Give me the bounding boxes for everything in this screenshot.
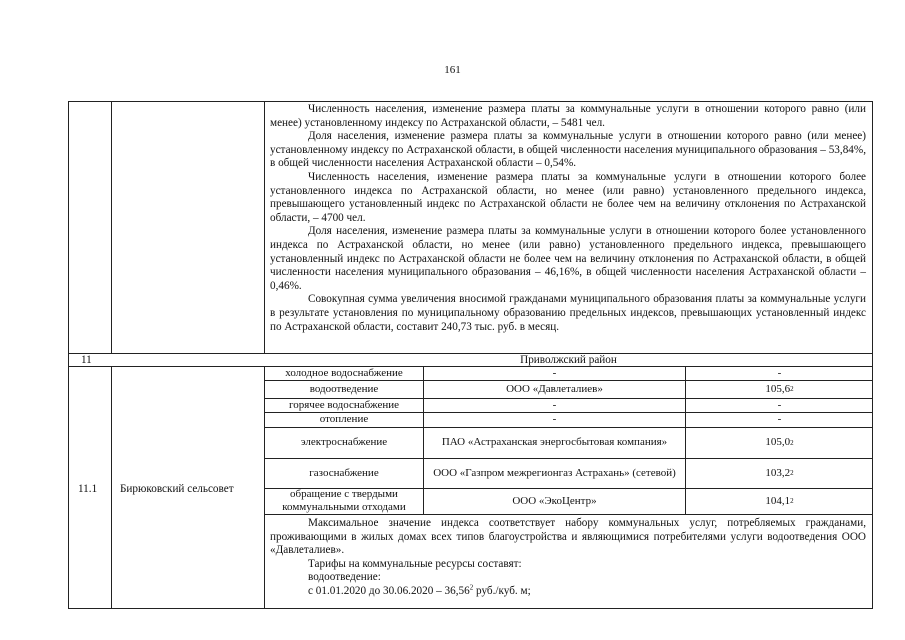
bottom-text: [270, 517, 866, 599]
tariff-unit: руб./куб. м;: [473, 584, 531, 597]
service-index: -: [777, 398, 782, 411]
top-paragraphs: [270, 103, 866, 334]
service-name: отопление: [319, 413, 369, 425]
service-name: водоотведение: [309, 382, 379, 395]
service-index-cell: 104,1 2: [765, 494, 794, 507]
service-index: 104,1: [765, 494, 791, 507]
service-name: горячее водоснабжение: [289, 398, 399, 411]
district-name: Приволжский район: [520, 354, 617, 366]
service-index: -: [777, 366, 782, 379]
paragraph-1: Численность населения, изменение размера платы за коммунальные услуги в отношении которого равно (или менее) установленному индексу по Астраханской области, – 5481 чел.: [270, 103, 866, 129]
page-number: 161: [444, 64, 461, 76]
service-name: холодное водоснабжение: [285, 366, 403, 379]
document-table: [68, 101, 873, 609]
service-index-cell: 105,6 2: [765, 382, 794, 395]
service-name: электроснабжение: [300, 436, 388, 448]
svc-row-line-7: [264, 514, 873, 515]
settlement-name: Бирюковский сельсовет: [120, 483, 234, 495]
district-number: 11: [81, 354, 92, 366]
tariffs-title: Тарифы на коммунальные ресурсы составят:: [308, 557, 522, 570]
service-name: обращение с твердыми коммунальными отходами: [282, 488, 406, 513]
service-provider: ООО «Давлеталиев»: [506, 382, 603, 395]
paragraph-4: Доля населения, изменение размера платы за коммунальные услуги в отношении которого более установленного индекса по Астраханской области, но менее (или равно) установленного предельного индекса, превышающего установленный индекс по Астраханской области не более чем на величину отклонения по Астраханской области, в общей численности населения муниципального образования – 46,16%, в общей численности населения Астраханской области – 0,46%.: [270, 225, 866, 292]
service-provider: -: [552, 366, 557, 379]
col-sep-2: [264, 101, 265, 353]
service-provider: -: [552, 398, 557, 411]
service-name: газоснабжение: [309, 466, 379, 479]
service-provider: ООО «ЭкоЦентр»: [512, 494, 597, 507]
tariff-line: [270, 585, 866, 599]
service-index: 105,0: [765, 436, 791, 448]
paragraph-3: Численность населения, изменение размера платы за коммунальные услуги в отношении которого более установленного индекса по Астраханской области, но менее (или равно) установленного предельного индекса, превышающего установленный индекс по Астраханской области не более чем на величину отклонения по Астраханской области, – 4700 чел.: [270, 170, 866, 224]
service-provider: ООО «Газпром межрегионгаз Астрахань» (сетевой): [433, 466, 676, 479]
tariff-period: с 01.01.2020 до 30.06.2020 – 36,56: [308, 584, 470, 597]
settlement-number: 11.1: [78, 483, 98, 495]
service-index: -: [777, 413, 782, 425]
tariff-item: водоотведение:: [308, 571, 381, 584]
paragraph-5: Совокупная сумма увеличения вносимой гражданами муниципального образования платы за коммунальные услуги в результате установления по муниципальному образованию предельных индексов, превышающих установленный индекс по Астраханской области, составит 240,73 тыс. руб. в месяц.: [270, 293, 866, 333]
service-index: 105,6: [765, 382, 791, 395]
service-index-cell: 105,0 2: [765, 436, 794, 448]
service-provider: -: [552, 413, 557, 425]
footnote-mark: 2: [469, 583, 474, 592]
col-sep-1: [111, 101, 112, 353]
col-sep-1b: [111, 366, 112, 608]
paragraph-2: Доля населения, изменение размера платы за коммунальные услуги в отношении которого равно (или менее) установленному индексу по Астраханской области, в общей численности населения муниципального образования – 53,84%, в общей численности населения Астраханской области – 0,54%.: [270, 130, 866, 170]
service-provider: ПАО «Астраханская энергосбытовая компания»: [441, 436, 668, 448]
max-index-paragraph: Максимальное значение индекса соответствует набору коммунальных услуг, потребляемых гражданами, проживающими в жилых домах всех типов благоустройства и являющимися потребителями услуги водоотведения ООО «Давлеталиев».: [270, 517, 866, 557]
service-index-cell: 103,2 2: [765, 466, 794, 479]
service-index: 103,2: [765, 466, 791, 479]
